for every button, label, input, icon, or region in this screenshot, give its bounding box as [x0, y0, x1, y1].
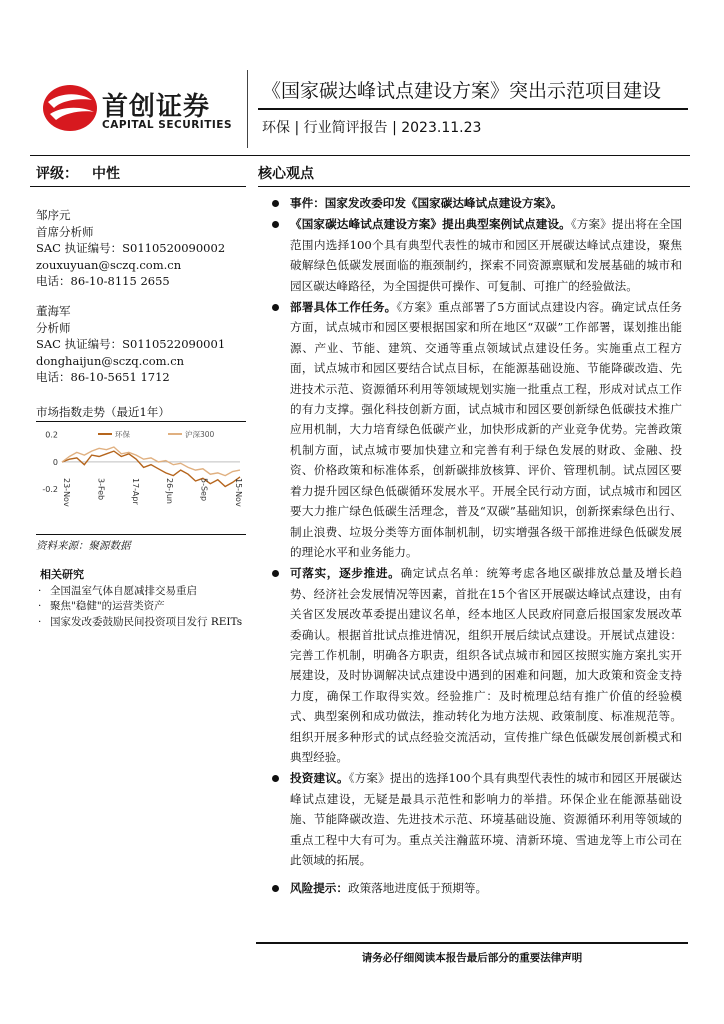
analyst-title: 首席分析师: [36, 224, 94, 239]
y-tick-label: 0: [52, 457, 58, 467]
chart-title: 市场指数走势（最近1年）: [36, 405, 170, 419]
point-item: [270, 297, 682, 562]
bullet-icon: [272, 221, 279, 228]
related-research-title: 相关研究: [40, 568, 84, 581]
analyst-name: 邹序元: [36, 208, 71, 222]
x-tick-label: 3-Feb: [96, 478, 106, 501]
point-lead: 投资建议。: [290, 771, 349, 786]
legend-label: 沪深300: [185, 430, 215, 439]
point-item: [270, 214, 682, 296]
point-item: [270, 768, 682, 870]
x-tick-label: 26-Jun: [165, 478, 175, 505]
analyst-email: donghaijun@sczq.com.cn: [36, 353, 185, 368]
footer-rule: [256, 942, 688, 944]
analyst-title: 分析师: [36, 320, 71, 335]
x-tick-label: 23-Nov: [62, 478, 71, 507]
logo-chinese-name: 首创证券: [102, 92, 211, 122]
bullet-icon: [272, 304, 279, 311]
point-lead: 《国家碳达峰试点建设方案》提出典型案例试点建设。: [290, 217, 571, 232]
point-text: 《方案》提出的选择100个具有典型代表性的城市和园区开展碳达峰试点建设，无疑是最具示范性和影响力的举措。环保企业在能源基础设施、节能降碳改造、先进技术示范、环境基础设施、资源循环利用等领域的重点工程中大有可为。重点关注瀚蓝环境、清新环境、雪迪龙等上市公司在此领域的拓展。: [290, 771, 682, 867]
logo-mark-icon: [43, 85, 97, 131]
footer-disclaimer: 请务必仔细阅读本报告最后部分的重要法律声明: [361, 952, 583, 964]
point-text: 确定试点名单：统筹考虑各地区碳排放总量及增长趋势、经济社会发展情况等因素，首批在15个省区开展碳达峰试点建设，由有关省区发展改革委提出建议名单，经本地区人民政府同意后报国家发展改革委确认。根据首批试点推进情况，组织开展后续试点建设。开展试点建设：完善工作机制，明确各方职责，组织各试点城市和园区按照实施方案扎实开展建设，及时协调解决试点建设中遇到的困难和问题，加大政策和资金支持力度，确保工作取得实效。经验推广：及时梳理总结有推广价值的经验模式、典型案例和成功做法，推动转化为地方法规、政策制度、标准规范等。组织开展多种形式的试点经验交流活动，宣传推广绿色低碳发展创新模式和典型经验。: [290, 566, 682, 764]
title-rule: [258, 108, 688, 110]
bullet-icon: [272, 570, 279, 577]
report-subtitle: 环保 | 行业简评报告 | 2023.11.23: [262, 120, 482, 136]
rating-value: 中性: [92, 166, 120, 182]
point-text: 《方案》重点部署了5方面试点建设内容。确定试点任务方面，试点城市和园区要根据国家和所在地区“双碳”工作部署，谋划推出能源、产业、节能、建筑、交通等重点领域试点建设任务。实施重点工程方面，试点城市和园区要结合试点目标，在能源基础设施、节能降碳改造、先进技术示范、资源循环利用等领域规划实施一批重点工程，形成对试点工作的有力支撑。强化科技创新方面，试点城市和园区要创新绿色低碳技术推广应用机制，大力培育绿色低碳产业，加快形成新的产业竞争优势。完善政策机制方面，试点城市要加快建立和完善有利于绿色发展的财政、金融、投资、价格政策和标准体系，创新碳排放核算、评价、管理机制。试点园区要着力提升园区绿色低碳循环发展水平。开展全民行动方面，试点城市和园区要大力推广绿色低碳生活理念，普及“双碳”基础知识，创新探索绿色出行、制止浪费、垃圾分类等方面体制机制，切实增强各级干部推进绿色低碳发展的理论水平和业务能力。: [290, 300, 682, 559]
series-line: [62, 447, 240, 476]
analyst-phone: 电话：86-10-5651 1712: [36, 370, 170, 385]
y-tick-label: -0.2: [42, 485, 58, 495]
bullet-icon: [272, 775, 279, 782]
point-text: 政策落地进度低于预期等。: [347, 881, 488, 896]
point-item: [270, 563, 682, 767]
analyst-card: [36, 303, 225, 386]
header-rule: [30, 155, 690, 156]
x-tick-label: 5-Sep: [199, 478, 209, 502]
analyst-phone: 电话：86-10-8115 2655: [36, 274, 170, 289]
analyst-sac: SAC 执证编号：S0110520090002: [36, 241, 226, 256]
analyst-email: zouxuyuan@sczq.com.cn: [36, 257, 182, 272]
point-item: [270, 878, 682, 898]
rating: [36, 163, 120, 183]
y-tick-label: 0.2: [45, 430, 58, 440]
point-lead: 部署具体工作任务。: [290, 300, 397, 315]
related-research-item[interactable]: · 全国温室气体自愿减排交易重启: [36, 584, 248, 598]
report-title: 《国家碳达峰试点建设方案》突出示范项目建设: [262, 80, 662, 102]
analyst-sac: SAC 执证编号：S0110522090001: [36, 337, 226, 352]
analyst-name: 董海军: [36, 304, 71, 318]
chart-canvas: [36, 422, 246, 534]
point-lead: 可落实，逐步推进。: [290, 566, 401, 581]
analyst-card: [36, 207, 225, 290]
point-lead: 事件：国家发改委印发《国家碳达峰试点建设方案》。: [290, 196, 563, 210]
left-rule: [30, 186, 246, 187]
point-lead: 风险提示：: [290, 881, 348, 896]
related-research-item[interactable]: · 国家发改委鼓励民间投资项目发行 REITs: [36, 615, 248, 629]
bullet-icon: [272, 885, 279, 892]
rating-label: 评级：: [36, 166, 78, 182]
market-chart: [36, 421, 246, 535]
header-divider: [247, 70, 248, 148]
right-rule: [258, 186, 690, 187]
logo-english-name: CAPITAL SECURITIES: [102, 119, 233, 131]
bullet-icon: [272, 200, 279, 207]
related-research-list: [36, 584, 248, 630]
point-text: 《方案》提出将在全国范围内选择100个具有典型代表性的城市和园区开展碳达峰试点建设，聚焦破解绿色低碳发展面临的瓶颈制约，探索不同资源禀赋和发展基础的城市和园区碳达峰路径，为全国提供可操作、可复制、可推广的经验做法。: [290, 217, 682, 293]
section-heading: 核心观点: [258, 166, 314, 182]
x-tick-label: 17-Apr: [130, 478, 140, 505]
related-research-item[interactable]: · 聚焦"稳健"的运营类资产: [36, 599, 248, 613]
legend-label: 环保: [115, 430, 130, 439]
x-tick-label: 15-Nov: [234, 478, 243, 507]
core-points: [270, 193, 682, 900]
chart-source: 资料来源：聚源数据: [36, 540, 131, 552]
series-line: [62, 451, 240, 486]
point-item: [270, 193, 682, 213]
